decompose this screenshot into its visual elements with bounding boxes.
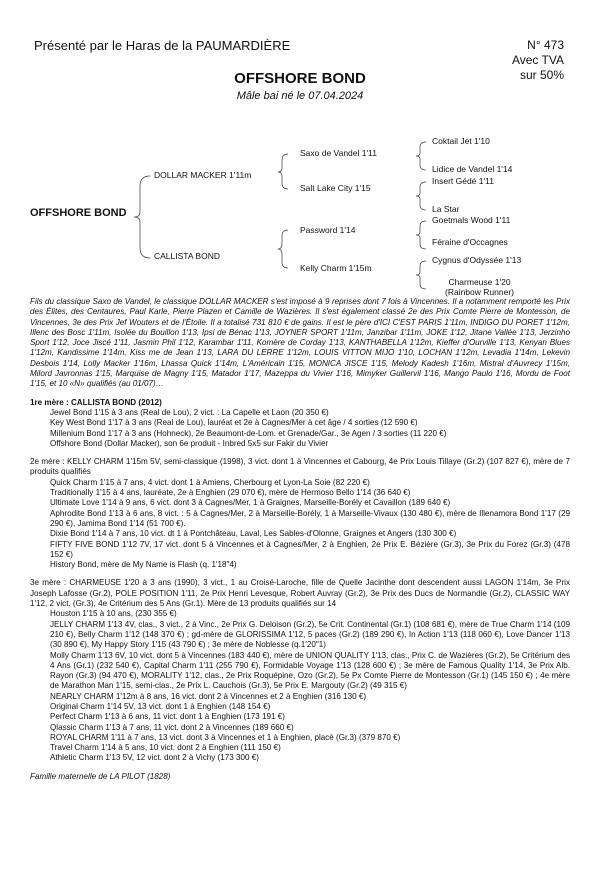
third-dam-produce: JELLY CHARM 1'13 4V, clas., 3 vict., 2 à Vinc., 2e Prix G. Deloison (Gr.2), 5e Crit. Continental (Gr.1) (108 681 €), mère de True Charm 1'14 (109 210 €), Belly Charm 1'12 (148 370 €) ; gd-mère de GLORISSIMA 1'12, 5 paces (Gr.2) (189 290 €), In Action 1'13 (118 060 €), Love Dancer 1'13 (30 890 €), My Happy Story 1'15 (43 790 €) ; 3e mère de Noblesse (q.1'20"1): [50, 619, 570, 650]
pedigree-sire-sire: Saxo de Vandel 1'11: [300, 148, 377, 158]
pedigree-sire-dam: Salt Lake City 1'15: [300, 183, 371, 193]
second-dam-produce: FIFTY FIVE BOND 1'12 7V, 17 vict. dont 5 à Vincennes et à Cagnes/Mer, 2 à Enghien, 2e Prix E. Bézière (Gr.3), 3e Prix du Forez (Gr.3) (478 152 €): [50, 539, 570, 559]
pedigree-ggp-6: Féraine d'Occagnes: [432, 237, 508, 247]
pedigree-dam-dam: Kelly Charm 1'15m: [300, 263, 372, 273]
presenter-line: Présenté par le Haras de la PAUMARDIÈRE: [34, 38, 291, 53]
pedigree-ggp-7: Cygnus d'Odyssée 1'13: [432, 255, 522, 265]
horse-description: Mâle bai né le 07.04.2024: [236, 90, 364, 102]
first-dam-produce: Key West Bond 1'17 à 3 ans (Real de Lou), lauréat et 2e à Cagnes/Mer à cet âge / 4 sorties (12 590 €): [50, 418, 418, 428]
third-dam-heading: 3e mère : CHARMEUSE 1'20 à 3 ans (1990), 3 vict., 1 au Croisé-Laroche, fille de Quelle Jacinthe dont descendent aussi LAGON 1'14m, 3e Prix Joseph Lafosse (Gr.2), POLE POSITION 1'11, 2e Prix Henri Levesque, Robert Auvray (Gr.2), 3e Prix des Ducs de Normandie (Gr.2), CLASSIC WAY 1'12, 2 vict. (Gr.3), 4e Critérium des 5 Ans (Gr.1). Mère de 13 produits qualifiés sur 14: [30, 578, 570, 609]
pedigree-chart: [0, 120, 600, 300]
horse-title: OFFSHORE BOND: [234, 70, 366, 87]
pedigree-ggp-8: Charmeuse 1'20 (Rainbow Runner): [445, 277, 514, 297]
pedigree-horse: OFFSHORE BOND: [30, 207, 127, 219]
third-dam-produce: Qlassic Charm 1'13 à 7 ans, 11 vict. dont 2 à Vincennes (189 660 €): [50, 722, 294, 732]
tva-note: Avec TVA: [511, 53, 564, 67]
first-dam-produce: Jewel Bond 1'15 à 3 ans (Real de Lou), 2 vict. : La Capelle et Laon (20 350 €): [50, 407, 329, 417]
third-dam-produce: NEARLY CHARM 1'12m à 8 ans, 16 vict. dont 2 à Vincennes et 2 à Enghien (316 130 €): [50, 691, 367, 701]
third-dam-produce: Travel Charm 1'14 à 5 ans, 10 vict. dont 2 à Enghien (111 150 €): [50, 743, 281, 753]
sire-intro: Fils du classique Saxo de Vandel, le classique DOLLAR MACKER s'est imposé à 9 reprises dont 7 fois à Vincennes. Il a notamment remporté les Prix des Élites, des Centaures, Paul Karle, Pierre Plazen et Camille de Wazières. Il s'est également classé 2e des Prix Comte Pierre de Montesson, de Vincennes, 3e des Prix Jef Wouters et de l'Étoile. Il a totalisé 731 810 € de gains. Il est le père d'ICI C'EST PARIS 1'11m, INDIGO DU PORET 1'12m, Illenc des Bosc 1'11m, Isolée du Bouillon 1'13, Ipsi de Bénac 1'13, JOYNER SPORT 1'11m, Janzibar 1'11m, JOKE 1'12, Jitane Vallée 1'13, Jerzinho Sport 1'12, Joce Jiscé 1'11, Jasmin Phil 1'12, Karambar 1'11, Komère de Corday 1'13, KANTHABELLA 1'12m, Kieffer d'Ourville 1'13, Kenyan Blues 1'12m, Kandissime 1'14m, Kiss me de Jean 1'13, LARA DU LERRE 1'12m, LOUIS VITTON MIJO 1'10, LOCHAN 1'12m, Levadia 1'14m, Lekevin Desbois 1'14, Lolly Macker 1'16m, Lhassa Quick 1'14m, L'Américain 1'15, MONICA JISCE 1'15, Melody Kadesh 1'16m, Mistral d'Auvrecy 1'15m, Milord Javronnas 1'15, Marquise de Magny 1'15, Matador 1'17, Mazeppa du Vivier 1'16, Mimyker Guillervil 1'16, Mango Paulo 1'16, Mordu de Foot 1'15, et 10 «N» qualifiés (au 01/07)…: [30, 297, 570, 389]
second-dam-heading: 2e mère : KELLY CHARM 1'15m 5V, semi-classique (1998), 3 vict. dont 1 à Vincennes et Cabourg, 4e Prix Louis Tillaye (Gr.2) (107 827 €), mère de 7 produits qualifiés: [30, 457, 570, 477]
pedigree-ggp-3: Insert Gédé 1'11: [432, 176, 494, 186]
second-dam-produce: Quick Charm 1'15 à 7 ans, 4 vict. dont 1 à Amiens, Cherbourg et Lyon-La Soie (82 220 €): [50, 477, 370, 487]
pedigree-dam: CALLISTA BOND: [154, 251, 220, 261]
third-dam-produce: Original Charm 1'14 5V, 13 vict. dont 1 à Enghien (148 154 €): [50, 701, 271, 711]
pedigree-dam-sire: Password 1'14: [300, 225, 356, 235]
lot-number: N° 473: [527, 38, 564, 52]
second-dam-produce: Traditionally 1'15 à 4 ans, lauréate, 2e à Enghien (29 070 €), mère de Hermoso Bello 1'14 (36 640 €): [50, 488, 411, 498]
first-dam-heading: 1re mère : CALLISTA BOND (2012): [30, 397, 162, 407]
family-footer: Famille maternelle de LA PILOT (1828): [30, 771, 171, 781]
pedigree-ggp-1: Coktail Jet 1'10: [432, 136, 490, 146]
second-dam-produce: Ultimate Love 1'14 à 9 ans, 6 vict. dont 3 à Cagnes/Mer, 1 à Graignes, Marseille-Borély et Cavaillon (189 640 €): [50, 498, 451, 508]
second-dam-produce: History Bond, mère de My Name is Flash (q. 1'18"4): [50, 560, 237, 570]
reserve-note: sur 50%: [519, 68, 564, 82]
third-dam-produce: Molly Charm 1'13 6V, 10 vict. dont 5 à Vincennes (183 440 €), mère de UNION QUALITY 1'13, clas., Prix C. de Wazières (Gr.2), 5e Critérium des 4 Ans (Gr.1) (232 540 €), Capital Charm 1'11 (255 790 €), Formidable Voyage 1'13 (128 600 €) ; 3e mère de Famous Quality 1'14, 3e Prix Alb. Rayon (Gr.3) (94 470 €), MORALITY 1'12, clas., 2e Prix Roquépine, Ozo (Gr.2), 5e Px Comte Pierre de Montesson (Gr.1) (145 150 €) ; 4e mère de Marathon Man 1'15, semi-clas., 2e Prix L. Cauchois (Gr.3), 5e Prix E. Margouty (Gr.2) (49 315 €): [50, 650, 570, 691]
second-dam-produce: Dixie Bond 1'14 à 7 ans, 10 vict. dt 1 à Pontchâteau, Laval, Les Sables-d'Olonne, Graignes et Angers (130 300 €): [50, 529, 457, 539]
catalogue-text: [30, 297, 570, 782]
third-dam-produce: ROYAL CHARM 1'11 à 7 ans, 13 vict. dont 3 à Vincennes et 1 à Enghien, placé (Gr.3) (379 870 €): [50, 732, 401, 742]
pedigree-ggp-2: Lidice de Vandel 1'14: [432, 164, 513, 174]
third-dam-produce: Houston 1'15 à 10 ans, (230 355 €): [50, 609, 177, 619]
pedigree-sire: DOLLAR MACKER 1'11m: [154, 170, 252, 180]
second-dam-produce: Aphrodite Bond 1'13 à 6 ans, 8 vict. : 5 à Cagnes/Mer, 2 à Marseille-Borély, 1 à Marseille-Vivaux (130 480 €), mère de Illenamora Bond 1'17 (29 290 €), Jamima Bond 1'14 (51 700 €).: [50, 508, 570, 528]
first-dam-produce: Millenium Bond 1'17 à 3 ans (Hohneck), 2e Beaumont-de-Lom. et Grenade/Gar., 3e Agen / 3 sorties (11 220 €): [50, 428, 447, 438]
third-dam-produce: Athletic Charm 1'13 5V, 12 vict. dont 2 à Vichy (173 300 €): [50, 753, 259, 763]
pedigree-ggp-5: Goetmals Wood 1'11: [432, 215, 511, 225]
pedigree-ggp-4: La Star: [432, 204, 460, 214]
first-dam-produce: Offshore Bond (Dollar Macker), son 6e produit - Inbred 5x5 sur Fakir du Vivier: [50, 438, 329, 448]
third-dam-produce: Perfect Charm 1'13 à 6 ans, 11 vict. dont 1 à Enghien (173 191 €): [50, 712, 285, 722]
